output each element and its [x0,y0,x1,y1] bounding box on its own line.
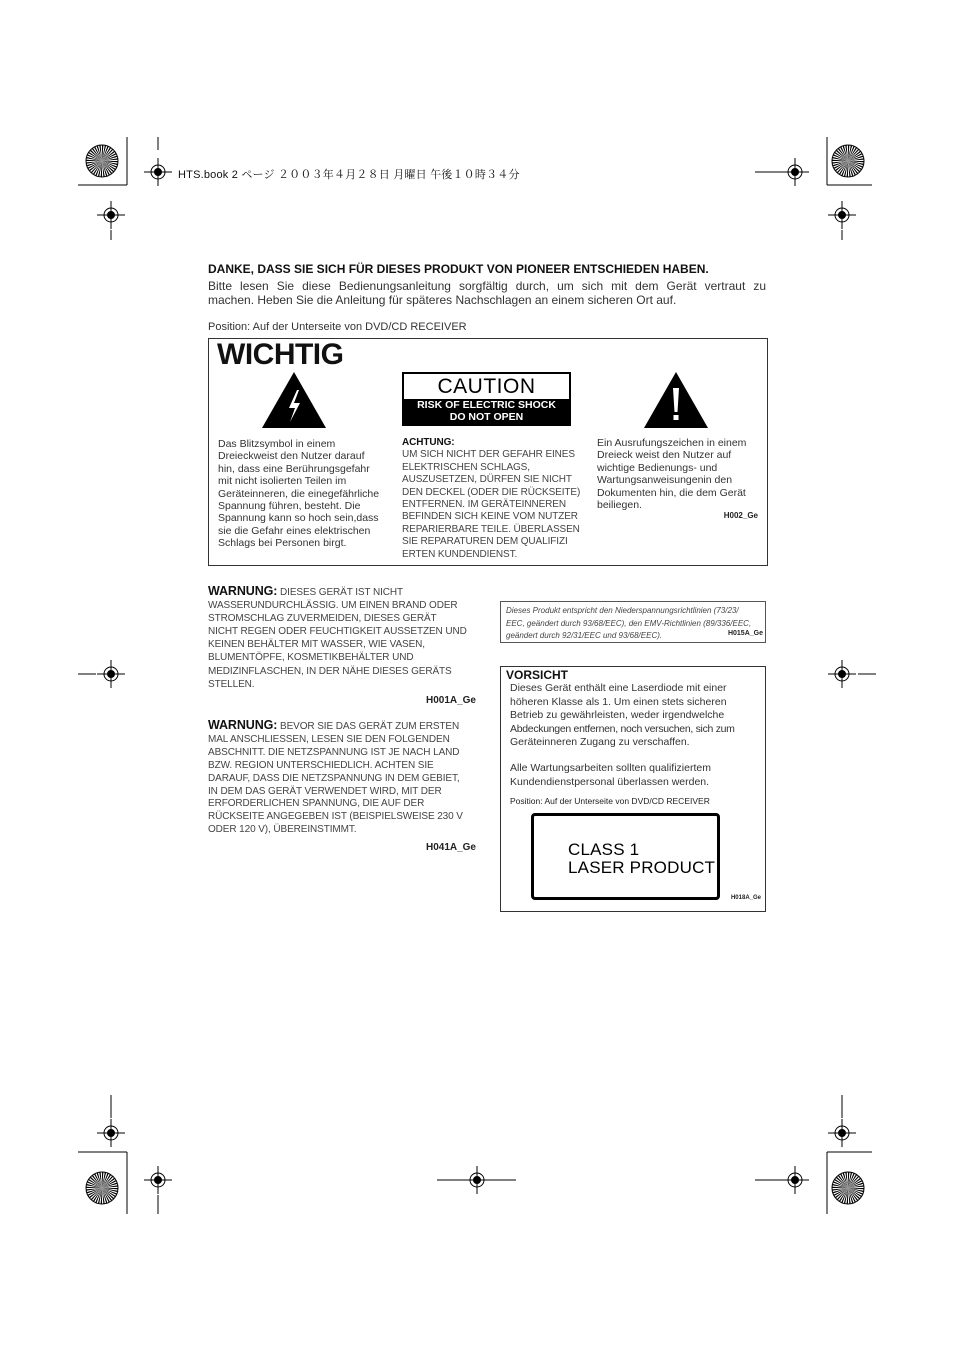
text-line: Spannung führen, besteht. Die [218,500,361,513]
starburst-wedge [848,1172,849,1188]
lightning-explanation [218,438,394,550]
text-line: Dokumenten hin, die dem Gerät [597,486,746,499]
text-line: Das Blitzsymbol in einem [218,438,336,450]
text-line: Geräteinneren, die einegefährliche [218,487,380,500]
starburst-wedge [101,1188,102,1204]
vorsicht-code: H018A_Ge [730,895,761,901]
text-line: NICHT REGEN ODER FEUCHTIGKEIT AUSSETZEN UND [208,626,467,638]
text-line: Betrieb zu gewährleisten, weder irgendwelche [510,709,725,722]
text-line: Ein Ausrufungszeichen in einem [597,437,747,449]
text-line: WASSERUNDURCHLÄSSIG. UM EINEN BRAND ODER [208,600,458,612]
text-line: Alle Wartungsarbeiten sollten qualifiziertem [510,762,711,774]
text-line: STELLEN. [208,678,255,690]
wichtig-code: H002_Ge [723,511,758,520]
lightning-warning-icon [262,372,326,428]
laser-label-line-1: CLASS 1 [568,840,640,859]
text-line: IN DEM DAS GERÄT VERWENDET WIRD, MIT DER [208,785,442,797]
text-line: MAL ANSCHLIESSEN, LESEN SIE DEN FOLGENDEN [208,733,450,745]
text-line: ELEKTRISCHEN SCHLAGS, [402,461,530,473]
achtung-text [402,437,592,561]
warnung-water-block [208,585,480,691]
text-line: Schlags bei Personen birgt. [218,537,347,550]
text-line: DEN DECKEL (ODER DIE RÜCKSEITE) [402,486,581,498]
vorsicht-paragraph-1 [510,682,764,750]
text-line: beiliegen. [597,499,642,512]
starburst-wedge [848,145,849,161]
text-line: Abdeckungen entfernen, noch versuchen, sich zum [510,722,735,735]
starburst-wedge [102,1188,118,1189]
text-line: AUSZUSETZEN, DÜRFEN SIE NICHT [402,474,572,486]
book-header-info: HTS.book 2 ページ ２００３年４月２８日 月曜日 午後１０時３４分 [178,169,520,181]
text-line: KEINEN BEHÄLTER MIT WASSER, WIE VASEN, [208,639,425,651]
starburst-wedge [847,161,848,177]
warnung-label: WARNUNG: [208,718,278,732]
starburst-wedge [102,145,103,161]
achtung-label: ACHTUNG: [402,437,455,448]
vorsicht-position-note: Position: Auf der Unterseite von DVD/CD RECEIVER [510,796,710,806]
eu-notice-code: H015A_Ge [727,630,763,637]
starburst-wedge [832,160,848,161]
laser-label-line-2: LASER PRODUCT [568,858,716,877]
text-line: Kundendienstpersonal überlassen werden. [510,775,710,788]
text-line: UM SICH NICHT DER GEFAHR EINES [402,449,575,461]
text-line: sie die Gefahr eines elektrischen [218,524,371,537]
exclamation-explanation [597,437,763,511]
vorsicht-paragraph-2 [510,762,764,789]
text-line: BZW. REGION UNTERSCHIEDLICH. ACHTEN SIE [208,759,434,771]
text-line: Wartungsanweisungenin den [597,474,733,487]
starburst-wedge [847,1188,848,1204]
text-line: geändert durch 92/31/EEC und 93/68/EEC). [506,631,663,640]
text-line: RÜCKSEITE ANGEGEBEN IST (BEISPIELSWEISE 230 V [208,811,463,823]
starburst-wedge [832,1187,848,1188]
starburst-wedge [101,161,102,177]
intro-line-2: machen. Heben Sie die Anleitung für späteres Nachschlagen an einem sicheren Ort auf. [208,293,677,307]
starburst-wedge [102,1172,103,1188]
class1-laser-label [531,813,720,900]
text-line: SIE REPARATUREN DEM QUALIFIZI [402,536,568,548]
text-line: ERTEN KUNDENDIENST. [402,548,518,560]
text-line: ODER 120 V), ÜBEREINSTIMMT. [208,824,357,836]
text-line: REPARIERBARE TEILE. ÜBERLASSEN [402,523,580,535]
text-line: DARAUF, DASS DIE NETZSPANNUNG IN DEM GEBIET, [208,772,460,784]
exclamation-warning-icon [644,372,708,428]
text-line: ENTFERNEN. IM GERÄTEINNEREN [402,499,566,511]
text-line: mit nicht isolierten Teilen im [218,475,347,488]
warnung-water-code: H001A_Ge [425,695,476,706]
wichtig-title: WICHTIG [217,338,344,371]
caution-word: CAUTION [437,375,536,398]
intro-line-1: Bitte lesen Sie diese Bedienungsanleitung sorgfältig durch, um sich mit dem Gerät vertraut zu [208,279,766,293]
caution-sub-line-1: RISK OF ELECTRIC SHOCK [417,399,556,411]
text-line: Dieses Gerät enthält eine Laserdiode mit einer [510,682,727,694]
vorsicht-title: VORSICHT [506,668,569,682]
starburst-wedge [102,161,118,162]
text-line: BEVOR SIE DAS GERÄT ZUM ERSTEN [277,721,460,732]
text-line: DIESES GERÄT IST NICHT [277,587,404,598]
text-line: BEFINDEN SICH KEINE VOM NUTZER [402,511,578,523]
text-line: STROMSCHLAG ZUVERMEIDEN, DIESES GERÄT [208,613,437,625]
text-line: MEDIZINFLASCHEN, IN DER NÄHE DIESES GERÄTS [208,665,452,677]
text-line: ERFORDERLICHEN SPANNUNG, DIE AUF DER [208,798,425,810]
starburst-wedge [86,160,102,161]
text-line: Dreieckweist den Nutzer darauf [218,450,365,463]
text-line: höheren Klasse als 1. Um einen stets sicheren [510,695,727,708]
text-line: Dreieck weist den Nutzer auf [597,449,732,462]
warnung-voltage-code: H041A_Ge [425,842,476,853]
caution-sub-line-2: DO NOT OPEN [449,410,524,423]
starburst-wedge [848,1188,864,1189]
position-note-top: Position: Auf der Unterseite von DVD/CD RECEIVER [208,321,467,333]
caution-label [402,372,571,426]
starburst-wedge [86,1187,102,1188]
starburst-wedge [848,161,864,162]
text-line: ABSCHNITT. DIE NETZSPANNUNG IST JE NACH LAND [208,746,460,758]
text-line: wichtige Bedienungs- und [597,461,718,474]
text-line: EEC, geändert durch 93/68/EEC), den EMV-Richtlinien (89/336/EEC, [506,618,752,628]
text-line: Spannung kann so hoch sein,dass [218,512,379,525]
text-line: Geräteinneren Zugang zu verschaffen. [510,736,690,749]
text-line: Dieses Produkt entspricht den Niederspannungsrichtlinien (73/23/ [506,606,739,615]
intro-heading: DANKE, DASS SIE SICH FÜR DIESES PRODUKT VON PIONEER ENTSCHIEDEN HABEN. [208,262,709,276]
caution-subtitle [404,399,569,424]
text-line: hin, dass eine Berührungsgefahr [218,462,370,475]
text-line: BLUMENTÖPFE, KOSMETIKBEHÄLTER UND [208,652,414,664]
warnung-label: WARNUNG: [208,584,278,598]
warnung-voltage-block [208,719,480,837]
